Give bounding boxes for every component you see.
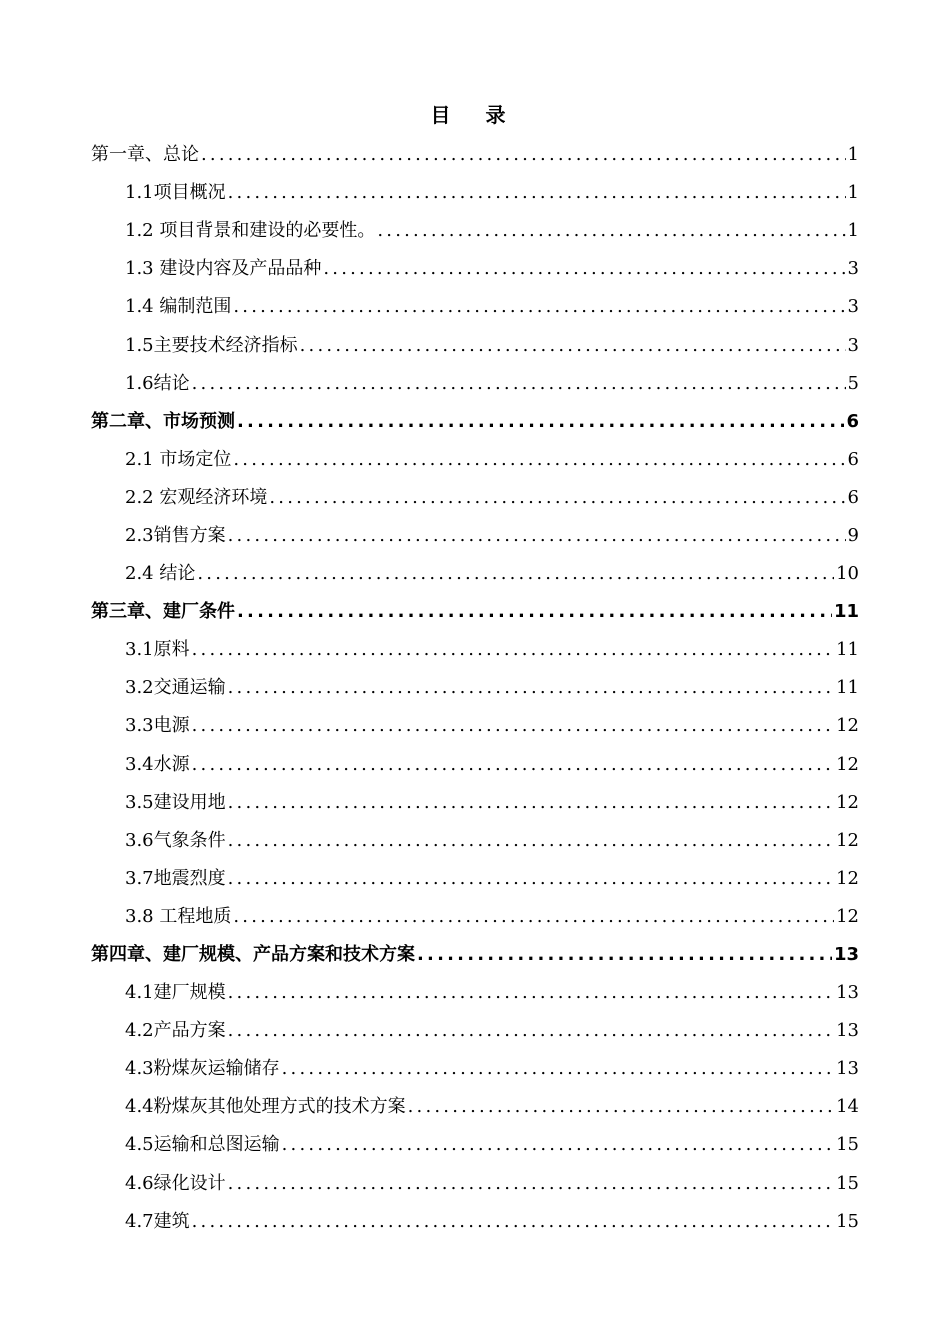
toc-entry-label: 2.2 宏观经济环境: [125, 486, 268, 508]
toc-dot-leader: [192, 1211, 834, 1233]
toc-entry-label: 1.5主要技术经济指标: [125, 334, 298, 356]
toc-dot-leader: [417, 944, 832, 966]
toc-page-number: 15: [836, 1172, 859, 1194]
toc-page-number: 1: [847, 144, 859, 166]
toc-page-number: 12: [836, 753, 859, 775]
toc-dot-leader: [192, 639, 834, 661]
toc-page-number: 12: [836, 905, 859, 927]
toc-section-entry[interactable]: [0, 1203, 950, 1241]
toc-section-entry[interactable]: [0, 250, 950, 288]
toc-page-number: 13: [833, 944, 859, 966]
toc-chapter-entry[interactable]: [0, 936, 950, 974]
toc-page-number: 13: [836, 982, 859, 1004]
toc-dot-leader: [228, 982, 834, 1004]
toc-entry-label: 3.7地震烈度: [125, 867, 226, 889]
toc-page-number: 11: [836, 677, 859, 699]
toc-dot-leader: [237, 601, 832, 623]
toc-page-number: 12: [836, 867, 859, 889]
toc-entry-label: 1.1项目概况: [125, 182, 226, 204]
toc-dot-leader: [323, 258, 845, 280]
toc-chapter-entry[interactable]: [0, 136, 950, 174]
toc-entry-label: 3.5建设用地: [125, 791, 226, 813]
toc-entry-label: 1.3 建设内容及产品品种: [125, 258, 322, 280]
toc-entry-label: 4.6绿化设计: [125, 1172, 226, 1194]
toc-dot-leader: [228, 830, 834, 852]
toc-entry-label: 1.4 编制范围: [125, 296, 232, 318]
toc-entry-label: 4.3粉煤灰运输储存: [125, 1058, 280, 1080]
toc-page-number: 12: [836, 715, 859, 737]
toc-dot-leader: [233, 906, 834, 928]
toc-section-entry[interactable]: [0, 746, 950, 784]
toc-section-entry[interactable]: [0, 288, 950, 326]
toc-entry-label: 4.1建厂规模: [125, 982, 226, 1004]
toc-page-number: 1: [847, 182, 859, 204]
toc-section-entry[interactable]: [0, 1088, 950, 1126]
toc-dot-leader: [269, 487, 845, 509]
toc-page-number: 12: [836, 829, 859, 851]
toc-entry-label: 1.6结论: [125, 372, 190, 394]
toc-entry-label: 4.4粉煤灰其他处理方式的技术方案: [125, 1096, 406, 1118]
toc-entry-label: 3.3电源: [125, 715, 190, 737]
toc-page-number: 14: [836, 1096, 859, 1118]
toc-section-entry[interactable]: [0, 822, 950, 860]
toc-section-entry[interactable]: [0, 441, 950, 479]
toc-page-number: 15: [836, 1210, 859, 1232]
toc-page-number: 6: [847, 486, 859, 508]
toc-entry-label: 2.4 结论: [125, 563, 196, 585]
toc-dot-leader: [408, 1096, 834, 1118]
toc-dot-leader: [192, 373, 846, 395]
toc-page-number: 1: [847, 220, 859, 242]
toc-section-entry[interactable]: [0, 1012, 950, 1050]
toc-chapter-entry[interactable]: [0, 593, 950, 631]
toc-dot-leader: [228, 1173, 834, 1195]
toc-section-entry[interactable]: [0, 860, 950, 898]
toc-entry-label: 4.5运输和总图运输: [125, 1134, 280, 1156]
table-of-contents: [0, 136, 950, 1241]
toc-entry-label: 2.1 市场定位: [125, 448, 232, 470]
toc-page-number: 11: [836, 639, 859, 661]
toc-section-entry[interactable]: [0, 479, 950, 517]
toc-entry-label: 第一章、总论: [91, 144, 199, 166]
toc-dot-leader: [377, 220, 845, 242]
toc-section-entry[interactable]: [0, 1050, 950, 1088]
toc-section-entry[interactable]: [0, 707, 950, 745]
toc-section-entry[interactable]: [0, 631, 950, 669]
toc-page-number: 5: [847, 372, 859, 394]
toc-entry-label: 4.7建筑: [125, 1210, 190, 1232]
toc-page-number: 13: [836, 1020, 859, 1042]
toc-section-entry[interactable]: [0, 174, 950, 212]
toc-entry-label: 第三章、建厂条件: [91, 601, 235, 623]
toc-section-entry[interactable]: [0, 784, 950, 822]
toc-section-entry[interactable]: [0, 974, 950, 1012]
toc-section-entry[interactable]: [0, 1126, 950, 1164]
toc-dot-leader: [233, 449, 845, 471]
toc-dot-leader: [228, 1020, 834, 1042]
toc-page-number: 3: [847, 258, 859, 280]
toc-chapter-entry[interactable]: [0, 403, 950, 441]
toc-title: 目 录: [430, 103, 520, 127]
toc-page-number: 13: [836, 1058, 859, 1080]
toc-dot-leader: [282, 1134, 834, 1156]
toc-dot-leader: [228, 677, 834, 699]
toc-page-number: 12: [836, 791, 859, 813]
toc-dot-leader: [228, 792, 834, 814]
toc-page-number: 3: [847, 334, 859, 356]
toc-section-entry[interactable]: [0, 1165, 950, 1203]
toc-dot-leader: [201, 144, 846, 166]
toc-dot-leader: [282, 1058, 834, 1080]
toc-entry-label: 3.6气象条件: [125, 829, 226, 851]
toc-dot-leader: [192, 715, 834, 737]
toc-page-number: 6: [847, 448, 859, 470]
toc-dot-leader: [237, 411, 844, 433]
toc-dot-leader: [228, 868, 834, 890]
toc-section-entry[interactable]: [0, 898, 950, 936]
toc-page-number: 3: [847, 296, 859, 318]
toc-entry-label: 2.3销售方案: [125, 524, 226, 546]
toc-entry-label: 第四章、建厂规模、产品方案和技术方案: [91, 944, 415, 966]
toc-dot-leader: [300, 335, 846, 357]
toc-section-entry[interactable]: [0, 212, 950, 250]
toc-dot-leader: [197, 563, 834, 585]
toc-entry-label: 3.4水源: [125, 753, 190, 775]
toc-section-entry[interactable]: [0, 365, 950, 403]
toc-section-entry[interactable]: [0, 517, 950, 555]
toc-entry-label: 4.2产品方案: [125, 1020, 226, 1042]
toc-entry-label: 3.1原料: [125, 639, 190, 661]
toc-section-entry[interactable]: [0, 326, 950, 364]
toc-section-entry[interactable]: [0, 555, 950, 593]
toc-dot-leader: [192, 754, 834, 776]
toc-entry-label: 第二章、市场预测: [91, 410, 235, 432]
toc-dot-leader: [228, 525, 846, 547]
toc-page-number: 9: [847, 524, 859, 546]
toc-dot-leader: [228, 182, 846, 204]
toc-entry-label: 3.8 工程地质: [125, 905, 232, 927]
toc-page-number: 15: [836, 1134, 859, 1156]
toc-page-number: 10: [836, 563, 859, 585]
toc-section-entry[interactable]: [0, 669, 950, 707]
toc-page-number: 11: [833, 601, 859, 623]
toc-entry-label: 3.2交通运输: [125, 677, 226, 699]
toc-dot-leader: [233, 296, 845, 318]
toc-page-number: 6: [846, 410, 859, 432]
toc-entry-label: 1.2 项目背景和建设的必要性。: [125, 220, 376, 242]
